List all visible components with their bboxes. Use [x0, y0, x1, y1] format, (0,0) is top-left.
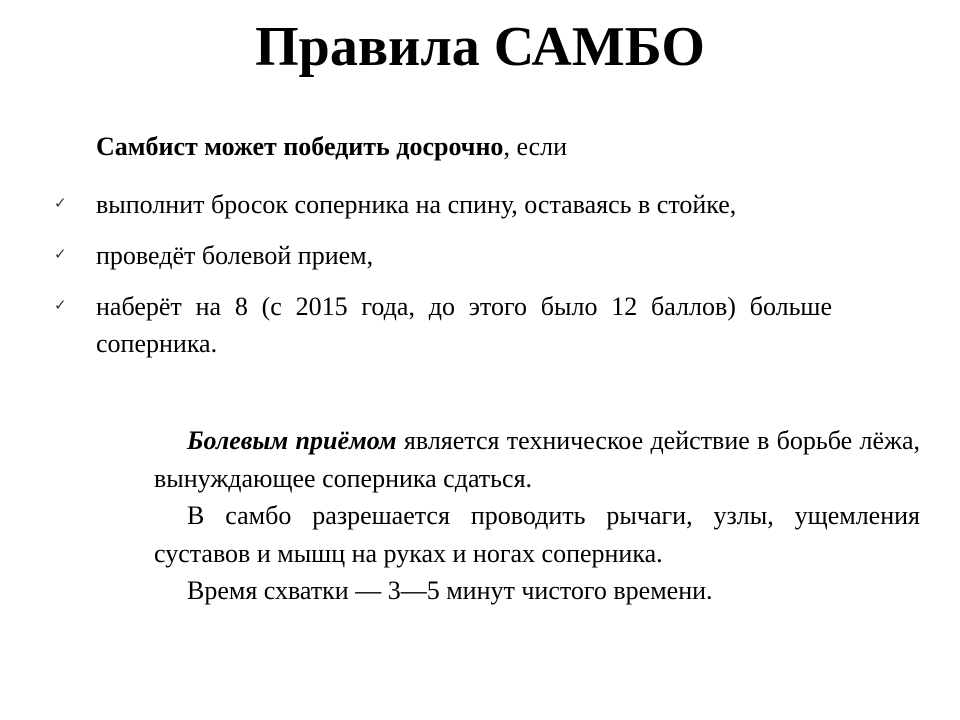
check-icon: ✓ — [54, 247, 67, 263]
explanation-block — [154, 422, 920, 610]
definition-term: Болевым приёмом — [187, 426, 397, 455]
check-icon: ✓ — [54, 298, 67, 314]
list-item-text: проведёт болевой прием, — [96, 241, 374, 270]
duration-paragraph: Время схватки — 3—5 минут чистого времени. — [187, 576, 713, 605]
victory-conditions-list — [54, 186, 832, 376]
definition-paragraph — [154, 422, 920, 497]
slide-title: Правила САМБО — [255, 16, 705, 78]
list-item-text: наберёт на 8 (с 2015 года, до этого было 12 баллов) больше соперника. — [96, 292, 832, 358]
list-item — [54, 288, 832, 362]
list-item-text: выполнит бросок соперника на спину, оставаясь в стойке, — [96, 190, 737, 219]
intro-rest: , если — [503, 132, 568, 161]
techniques-paragraph: В самбо разрешается проводить рычаги, узлы, ущемления суставов и мышц на руках и ногах соперника. — [154, 501, 920, 568]
definition-text: является техническое действие в борьбе лёжа, вынуждающее соперника сдаться. — [154, 426, 921, 493]
list-item — [54, 237, 832, 274]
check-icon: ✓ — [54, 196, 67, 212]
intro-line — [96, 128, 836, 166]
list-item — [54, 186, 832, 223]
intro-bold: Самбист может победить досрочно — [96, 132, 504, 161]
